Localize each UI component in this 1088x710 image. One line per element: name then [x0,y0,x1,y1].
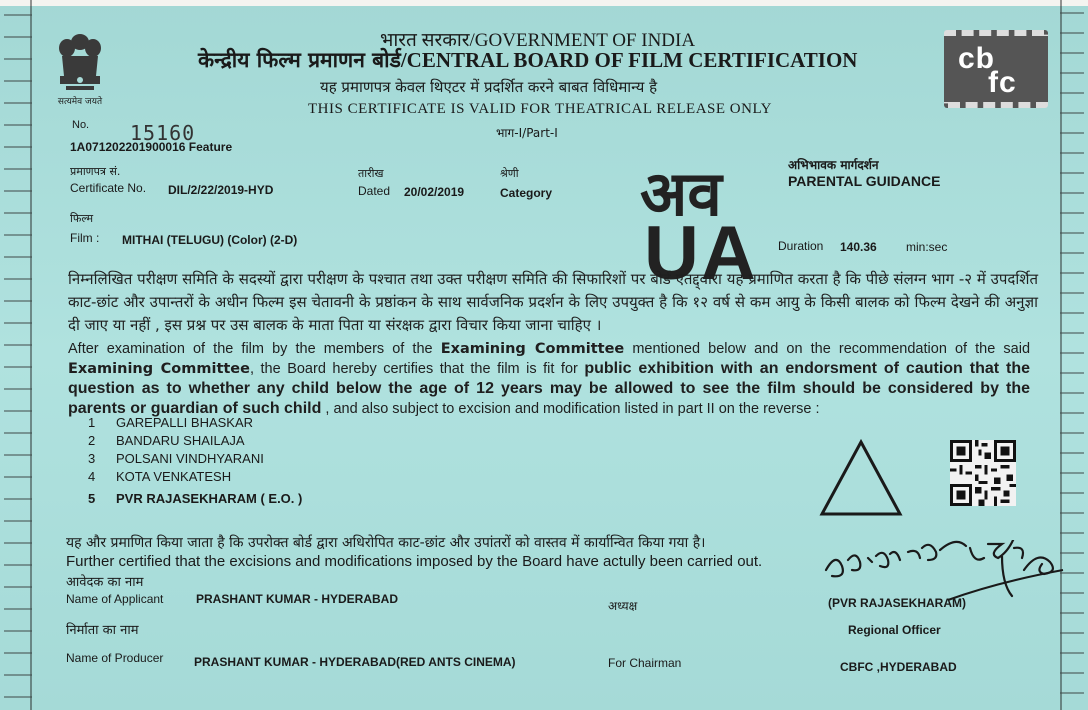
film-label-hindi: फिल्म [70,212,94,225]
signatory-name: (PVR RAJASEKHARAM) [828,596,967,610]
cbfc-logo [944,30,1048,108]
body-en-part3: mentioned below and on the recommendation of the said [624,341,1031,357]
government-line: भारत सरकार/GOVERNMENT OF INDIA [380,30,696,51]
date-value: 20/02/2019 [404,185,465,199]
member-name: GAREPALLI BHASKAR [116,415,254,430]
triangle-icon [818,438,904,518]
list-item [88,432,302,450]
date-label-english: Dated [358,184,391,198]
member-number: 3 [88,451,96,466]
validity-english: THIS CERTIFICATE IS VALID FOR THEATRICAL RELEASE ONLY [308,101,772,117]
committee-label-2: Examining Committee [68,361,250,377]
list-item [88,414,302,432]
certification-text-english [68,340,1030,419]
further-certified-english: Further certified that the excisions and modifications imposed by the Board have actully been carried out. [66,553,763,570]
list-item [88,450,302,468]
producer-label-hindi: निर्माता का नाम [66,623,139,638]
qr-code-icon [950,438,1016,508]
member-name: KOTA VENKATESH [116,469,232,484]
film-title: MITHAI (TELUGU) (Color) (2-D) [122,233,298,247]
top-edge [0,0,1088,6]
cert-label-hindi: प्रमाणपत्र सं. [70,165,121,178]
cert-label-english: Certificate No. [70,181,147,195]
logo-text-bottom: fc [988,66,1017,99]
guidance-english: PARENTAL GUIDANCE [788,173,941,189]
duration-label: Duration [778,239,824,253]
list-item [88,490,302,508]
further-certified-hindi: यह और प्रमाणित किया जाता है कि उपरोक्त बोर्ड द्वारा अधिरोपित काट-छांट और उपांतरों को वास्तव में कार्यान्वित किया गया है। [66,535,706,551]
board-title-hindi: केन्द्रीय फिल्म प्रमाणन बोर्ड [198,48,401,72]
caution-text: public exhibition with an endorsment of caution that the question as to whether any child below the age of 12 years may be allowed to see the film should be considered by the parents or guardian of such child [68,360,1031,417]
category-label-english: Category [500,186,553,200]
board-title [198,46,857,74]
serial-number: 15160 [130,121,196,145]
body-en-part5: , the Board hereby certifies that the film is fit for [249,361,585,377]
producer-label-english: Name of Producer [66,651,164,665]
member-name: POLSANI VINDHYARANI [116,451,264,466]
chairman-label-hindi: अध्यक्ष [608,599,638,613]
applicant-label-english: Name of Applicant [66,592,164,606]
member-name: BANDARU SHAILAJA [116,433,245,448]
national-emblem-icon [48,28,112,108]
guidance-hindi: अभिभावक मार्गदर्शन [788,158,879,172]
member-number: 2 [88,433,96,448]
date-label-hindi: तारीख [358,167,384,180]
certification-text-hindi: निम्नलिखित परीक्षण समिति के सदस्यों द्वारा परीक्षण के पश्चात तथा उक्त परीक्षण समिति की सिफारिशों पर बोर्ड एतद्द्वारा यह प्रमाणित करता है कि पीछे संलग्न भाग -२ में उपदर्शित काट-छांट और उपान्तरों के अधीन फिल्म इस चेतावनी के प्रष्ठांकन के साथ सार्वजनिक प्रदर्शन के लिए उपयुक्त है कि १२ वर्ष से कम आयु के किसी बालक को फिल्म देखने की अनुज्ञा दी जाए या नहीं , इस प्रश्न पर उस बालक के माता पिता या संरक्षक द्वारा विचार किया जाना चाहिए । [68,270,1038,334]
chairman-label-english: For Chairman [608,656,682,670]
office-name: CBFC ,HYDERABAD [840,660,957,674]
member-number: 5 [88,491,96,506]
member-number: 4 [88,469,96,484]
rating-ua: UA [644,211,758,296]
film-label-english: Film : [70,231,100,245]
duration-unit: min:sec [906,240,948,254]
list-item [88,468,302,486]
member-name: PVR RAJASEKHARAM ( E.O. ) [116,491,303,506]
reference-number: 1A071202201900016 Feature [70,140,233,154]
member-number: 1 [88,415,96,430]
board-title-english: /CENTRAL BOARD OF FILM CERTIFICATION [400,48,858,72]
serial-label: No. [72,119,90,131]
part-label: भाग-I/Part-I [496,126,558,140]
validity-hindi: यह प्रमाणपत्र केवल थिएटर में प्रदर्शित करने बाबत विधिमान्य है [320,78,658,96]
producer-name: PRASHANT KUMAR - HYDERABAD(RED ANTS CINEMA) [194,655,516,669]
applicant-name: PRASHANT KUMAR - HYDERABAD [196,592,398,606]
officer-title: Regional Officer [848,623,941,637]
duration-value: 140.36 [840,240,877,254]
emblem-caption: सत्यमेव जयते [57,97,103,107]
committee-label-1: Examining Committee [440,341,625,357]
rating-hindi: अव [640,157,722,230]
applicant-label-hindi: आवेदक का नाम [66,575,144,590]
committee-members [88,414,302,508]
logo-text-top: cb [958,42,996,75]
cert-number: DIL/2/22/2019-HYD [168,183,274,197]
body-en-part7: , and also subject to excision and modification listed in part II on the reverse : [321,401,820,417]
category-label-hindi: श्रेणी [500,167,519,180]
body-en-part1: After examination of the film by the members of the [68,341,441,357]
left-border [4,0,32,710]
